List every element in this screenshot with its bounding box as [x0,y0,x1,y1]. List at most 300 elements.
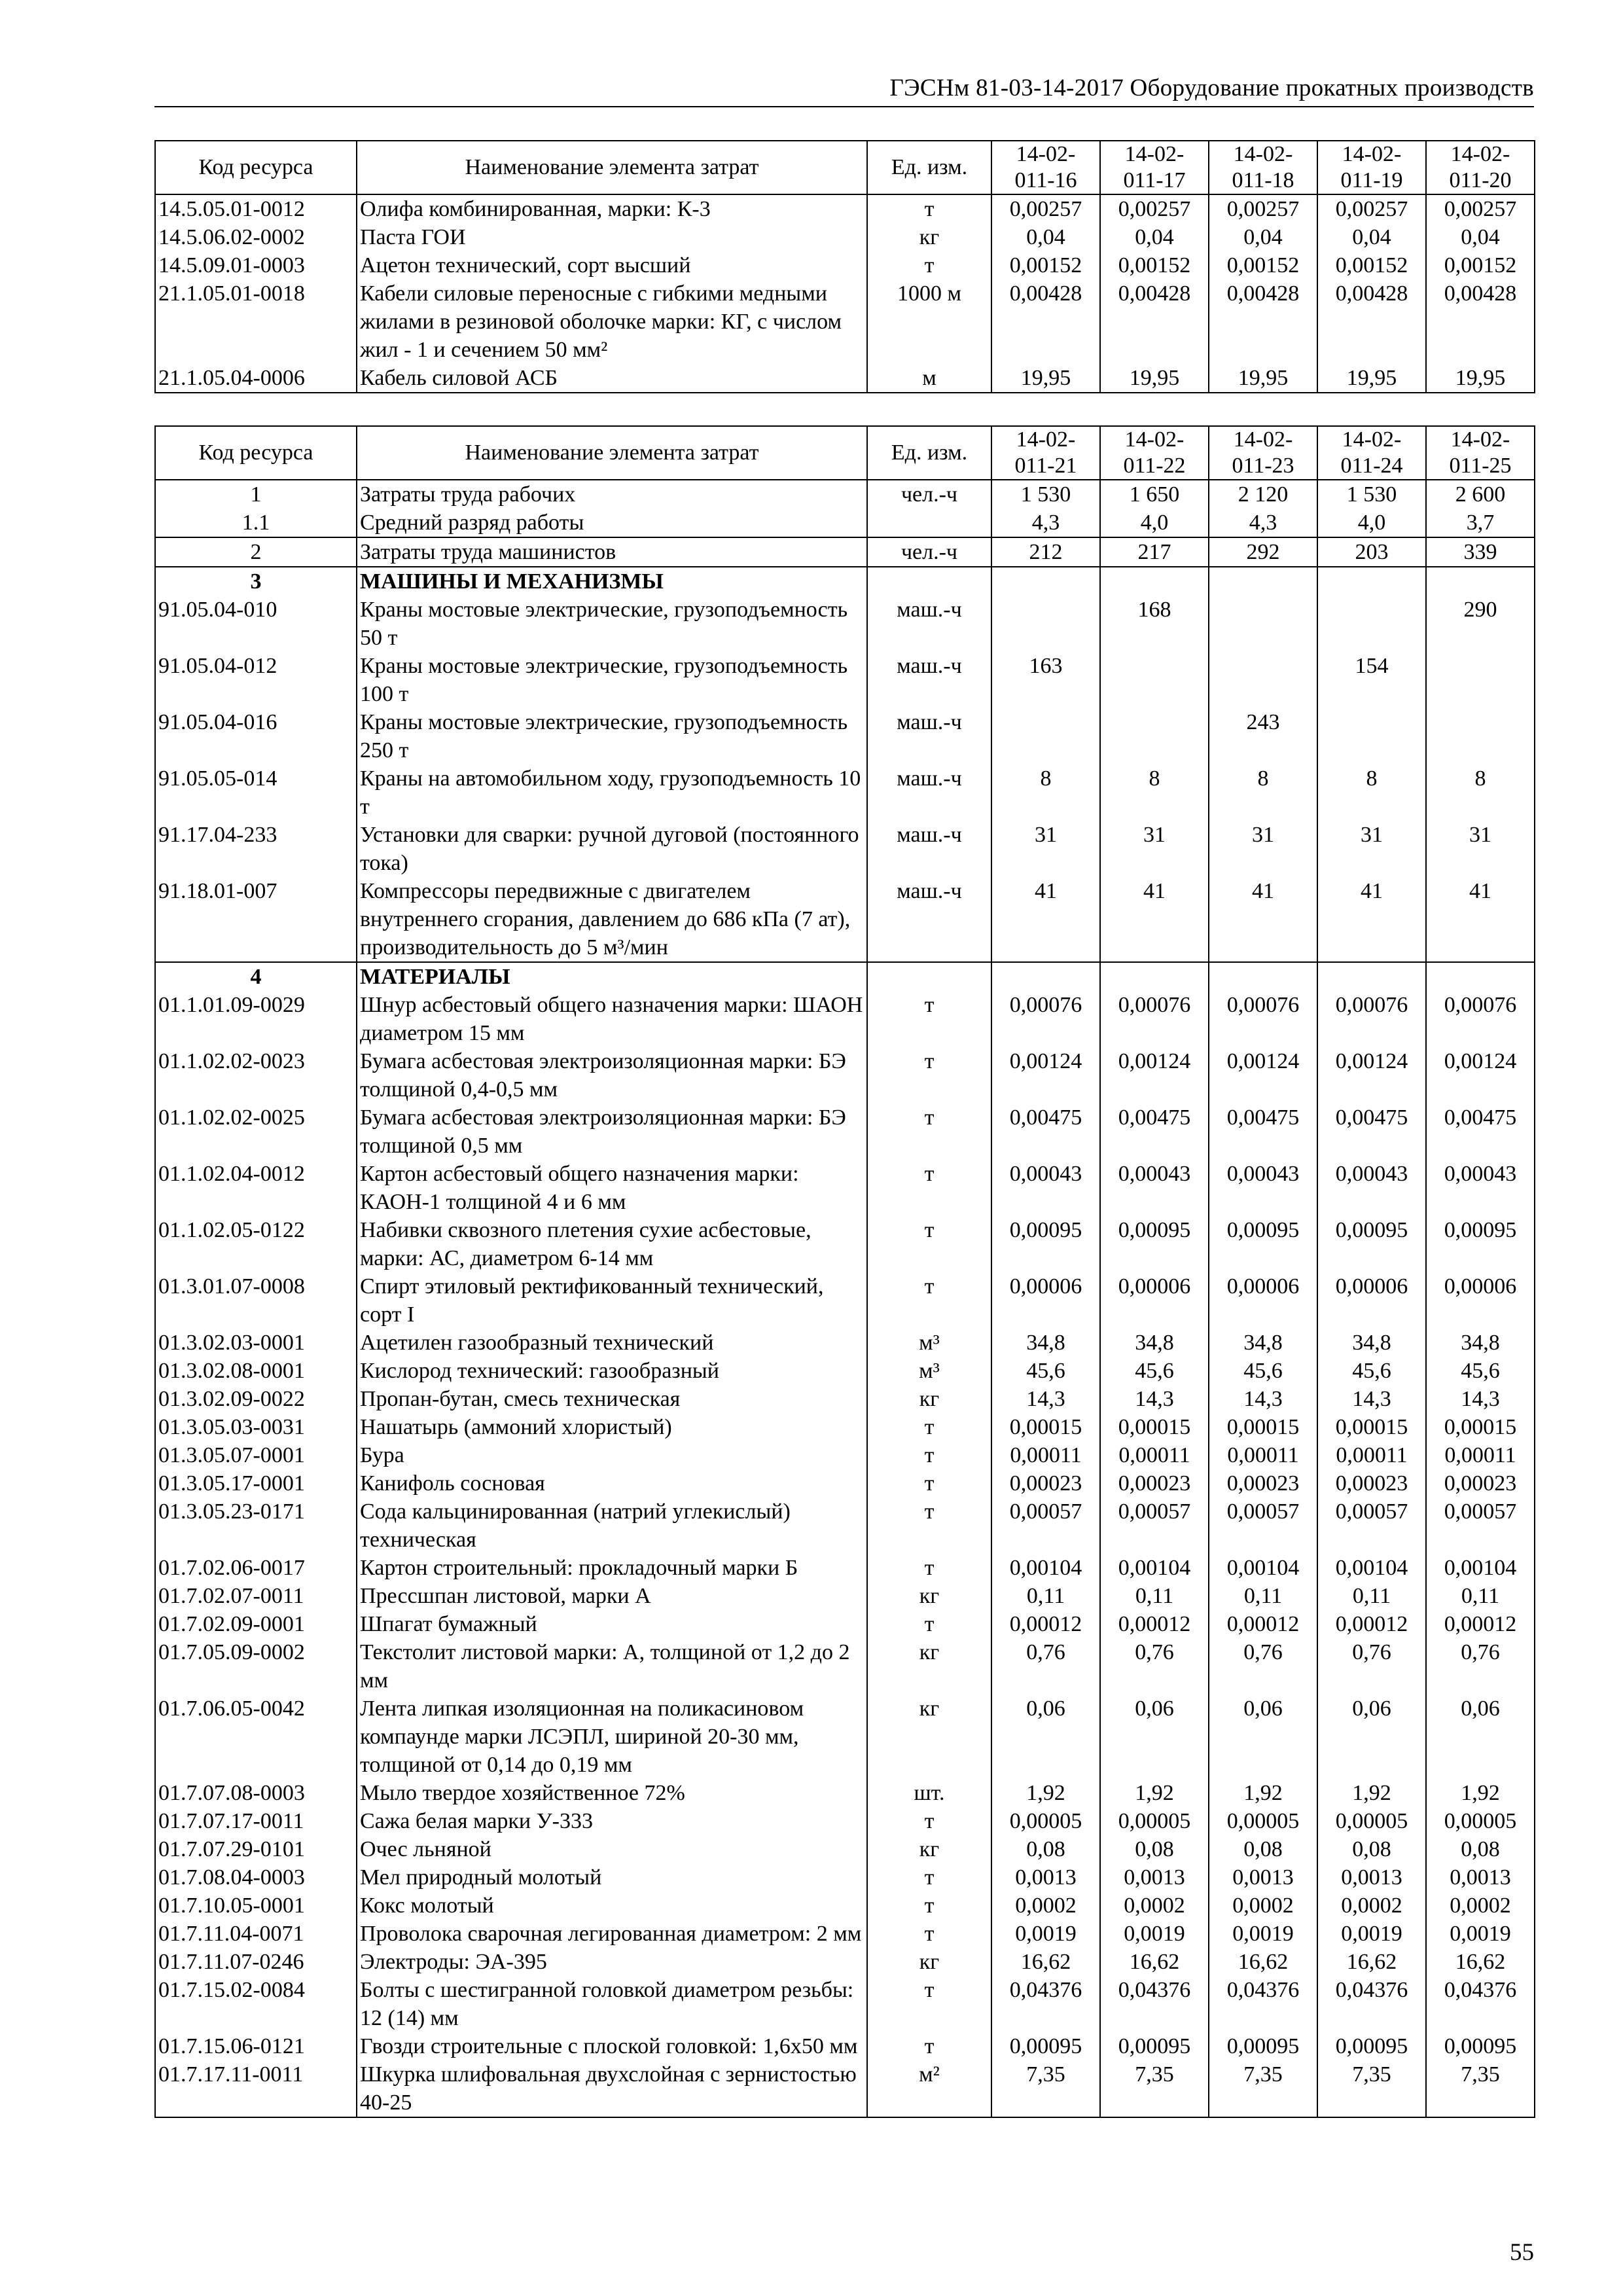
value-cell: 0,00095 [1100,2032,1209,2060]
value-cell [1100,567,1209,596]
value-cell: 0,00152 [1209,251,1317,279]
resource-name: Сода кальцинированная (натрий углекислый) техническая [357,1498,867,1554]
value-cell: 0,0002 [1100,1892,1209,1920]
table-row [155,708,1535,764]
unit-cell [867,567,991,596]
resource-name: Пропан-бутан, смесь техническая [357,1385,867,1413]
value-cell: 0,76 [1100,1638,1209,1695]
value-cell: 45,6 [1426,1357,1535,1385]
table-row [155,1582,1535,1610]
value-cell: 0,04 [1100,223,1209,251]
resource-name: Кабели силовые переносные с гибкими медными жилами в резиновой оболочке марки: КГ, с числом жил - 1 и сечением 50 мм² [357,279,867,364]
value-cell: 0,0019 [991,1920,1100,1948]
resource-code: 01.7.07.17-0011 [155,1807,357,1835]
value-cell: 0,04376 [1317,1976,1426,2032]
value-cell: 19,95 [991,364,1100,393]
page-header [154,73,1534,107]
unit-cell: м² [867,2060,991,2117]
unit-cell: т [867,1216,991,1272]
table-row [155,1920,1535,1948]
resource-code: 01.7.07.08-0003 [155,1779,357,1807]
table-row [155,1807,1535,1835]
value-cell: 7,35 [1100,2060,1209,2117]
resource-code: 91.05.04-010 [155,596,357,652]
resource-code: 01.1.02.05-0122 [155,1216,357,1272]
value-cell: 41 [1100,877,1209,962]
table-row [155,537,1535,567]
unit-cell: м [867,364,991,393]
value-cell: 45,6 [1209,1357,1317,1385]
unit-cell: маш.-ч [867,596,991,652]
unit-cell: кг [867,1582,991,1610]
resource-code: 91.05.04-016 [155,708,357,764]
unit-cell: т [867,194,991,223]
value-cell: 0,00023 [1317,1469,1426,1498]
resource-name: Канифоль сосновая [357,1469,867,1498]
value-cell: 0,00012 [1100,1610,1209,1638]
value-cell: 41 [991,877,1100,962]
unit-cell: чел.-ч [867,480,991,509]
value-cell: 0,00011 [1426,1441,1535,1469]
resource-code: 1.1 [155,509,357,537]
col-header-norm: 14-02- 011-19 [1317,141,1426,194]
value-cell: 0,00076 [1317,991,1426,1047]
value-cell: 0,00095 [1426,2032,1535,2060]
value-cell: 19,95 [1317,364,1426,393]
value-cell: 0,00257 [1317,194,1426,223]
value-cell: 14,3 [1317,1385,1426,1413]
value-cell: 0,00152 [1426,251,1535,279]
resource-name: Картон асбестовый общего назначения марки: КАОН-1 толщиной 4 и 6 мм [357,1160,867,1216]
value-cell: 8 [1426,764,1535,821]
value-cell: 0,0019 [1100,1920,1209,1948]
resource-code: 01.3.02.03-0001 [155,1329,357,1357]
value-cell: 0,0019 [1426,1920,1535,1948]
value-cell: 0,04376 [991,1976,1100,2032]
resource-name: Компрессоры передвижные с двигателем внутреннего сгорания, давлением до 686 кПа (7 ат), производительность до 5 м³/мин [357,877,867,962]
resource-name: Спирт этиловый ректификованный технический, сорт I [357,1272,867,1329]
value-cell [991,708,1100,764]
value-cell: 0,0002 [1209,1892,1317,1920]
value-cell: 0,00005 [1100,1807,1209,1835]
value-cell [1209,596,1317,652]
unit-cell: т [867,1892,991,1920]
table-row [155,480,1535,509]
value-cell: 0,00057 [1100,1498,1209,1554]
unit-cell: т [867,1103,991,1160]
value-cell: 41 [1209,877,1317,962]
value-cell: 0,00005 [1317,1807,1426,1835]
resource-name: Затраты труда рабочих [357,480,867,509]
value-cell [991,962,1100,991]
section-row [155,567,1535,596]
value-cell: 0,00152 [991,251,1100,279]
unit-cell: т [867,1807,991,1835]
value-cell: 0,76 [1426,1638,1535,1695]
value-cell: 0,00012 [1209,1610,1317,1638]
resource-name: Краны на автомобильном ходу, грузоподъемность 10 т [357,764,867,821]
resource-code: 91.05.04-012 [155,652,357,708]
unit-cell: кг [867,1695,991,1779]
value-cell: 0,00428 [991,279,1100,364]
unit-cell: кг [867,1385,991,1413]
table-row [155,1329,1535,1357]
value-cell: 0,00015 [1100,1413,1209,1441]
value-cell: 0,06 [1426,1695,1535,1779]
value-cell: 0,00012 [991,1610,1100,1638]
col-header-code: Код ресурса [155,426,357,480]
col-header-code: Код ресурса [155,141,357,194]
unit-cell: кг [867,1835,991,1863]
value-cell [991,596,1100,652]
unit-cell: т [867,1272,991,1329]
resource-code: 91.18.01-007 [155,877,357,962]
resource-code: 01.3.05.23-0171 [155,1498,357,1554]
value-cell: 0,00095 [1426,1216,1535,1272]
value-cell: 0,00124 [1209,1047,1317,1103]
table-row [155,764,1535,821]
value-cell: 16,62 [1209,1948,1317,1976]
resource-name: Шнур асбестовый общего назначения марки: ШАОН диаметром 15 мм [357,991,867,1047]
unit-cell: 1000 м [867,279,991,364]
resource-code: 01.1.02.02-0025 [155,1103,357,1160]
col-header-norm: 14-02- 011-23 [1209,426,1317,480]
value-cell: 0,08 [991,1835,1100,1863]
resource-name: Краны мостовые электрические, грузоподъемность 50 т [357,596,867,652]
value-cell: 0,00428 [1100,279,1209,364]
table-row [155,1413,1535,1441]
value-cell: 41 [1426,877,1535,962]
col-header-norm: 14-02- 011-24 [1317,426,1426,480]
resource-code: 91.05.05-014 [155,764,357,821]
value-cell: 212 [991,537,1100,567]
value-cell: 2 120 [1209,480,1317,509]
value-cell: 0,0002 [1317,1892,1426,1920]
value-cell: 0,00012 [1317,1610,1426,1638]
value-cell: 0,11 [991,1582,1100,1610]
value-cell: 7,35 [1209,2060,1317,2117]
value-cell: 1 530 [1317,480,1426,509]
unit-cell: кг [867,1638,991,1695]
resource-code: 01.3.02.08-0001 [155,1357,357,1385]
value-cell: 31 [1100,821,1209,877]
table-row [155,1469,1535,1498]
col-header-norm: 14-02- 011-17 [1100,141,1209,194]
value-cell: 203 [1317,537,1426,567]
unit-cell: т [867,1554,991,1582]
col-header-norm: 14-02- 011-22 [1100,426,1209,480]
value-cell: 34,8 [1317,1329,1426,1357]
resource-code: 01.1.02.04-0012 [155,1160,357,1216]
unit-cell: т [867,1976,991,2032]
unit-cell: маш.-ч [867,821,991,877]
value-cell: 0,00076 [1426,991,1535,1047]
value-cell: 0,00475 [1209,1103,1317,1160]
value-cell [1209,567,1317,596]
value-cell: 0,00428 [1317,279,1426,364]
value-cell: 16,62 [1426,1948,1535,1976]
value-cell: 8 [1209,764,1317,821]
table-row [155,1863,1535,1892]
value-cell: 0,00095 [991,1216,1100,1272]
table-row [155,194,1535,223]
col-header-name: Наименование элемента затрат [357,426,867,480]
value-cell: 292 [1209,537,1317,567]
resource-code: 4 [155,962,357,991]
table-row [155,877,1535,962]
resource-name: Ацетилен газообразный технический [357,1329,867,1357]
value-cell: 0,00076 [1100,991,1209,1047]
value-cell: 34,8 [991,1329,1100,1357]
unit-cell: маш.-ч [867,708,991,764]
value-cell: 19,95 [1100,364,1209,393]
resource-code: 3 [155,567,357,596]
resource-code: 01.7.11.07-0246 [155,1948,357,1976]
value-cell: 8 [1100,764,1209,821]
value-cell: 0,04 [1426,223,1535,251]
table-row [155,1892,1535,1920]
section-row [155,962,1535,991]
value-cell: 31 [991,821,1100,877]
resource-name: Очес льняной [357,1835,867,1863]
resource-name: Паста ГОИ [357,223,867,251]
col-header-norm: 14-02- 011-16 [991,141,1100,194]
resource-code: 01.7.07.29-0101 [155,1835,357,1863]
unit-cell: т [867,1920,991,1948]
value-cell: 0,00006 [1317,1272,1426,1329]
value-cell: 0,11 [1100,1582,1209,1610]
unit-cell: чел.-ч [867,537,991,567]
resource-name: Средний разряд работы [357,509,867,537]
value-cell: 0,00257 [1209,194,1317,223]
table-row [155,2032,1535,2060]
value-cell: 0,00257 [1426,194,1535,223]
table-row [155,1554,1535,1582]
value-cell: 0,00095 [1317,1216,1426,1272]
resource-code: 01.3.05.03-0031 [155,1413,357,1441]
value-cell: 0,00057 [1209,1498,1317,1554]
value-cell: 0,0013 [1426,1863,1535,1892]
resource-code: 01.7.08.04-0003 [155,1863,357,1892]
value-cell [1426,708,1535,764]
unit-cell: т [867,1441,991,1469]
unit-cell: т [867,2032,991,2060]
value-cell: 0,04 [1209,223,1317,251]
resource-name: Краны мостовые электрические, грузоподъемность 100 т [357,652,867,708]
table-row [155,1357,1535,1385]
value-cell [1426,962,1535,991]
table-row [155,251,1535,279]
table-row [155,509,1535,537]
value-cell: 0,00043 [1100,1160,1209,1216]
page-number: 55 [1510,2239,1534,2266]
unit-cell: т [867,1160,991,1216]
resource-code: 14.5.09.01-0003 [155,251,357,279]
value-cell [1100,708,1209,764]
table-row [155,1103,1535,1160]
table-row [155,991,1535,1047]
value-cell: 0,00076 [991,991,1100,1047]
unit-cell: т [867,1863,991,1892]
table-row [155,279,1535,364]
resource-code: 14.5.05.01-0012 [155,194,357,223]
table-row [155,1385,1535,1413]
table-row [155,223,1535,251]
col-header-name: Наименование элемента затрат [357,141,867,194]
resource-code: 2 [155,537,357,567]
unit-cell: кг [867,223,991,251]
value-cell: 0,00006 [991,1272,1100,1329]
value-cell: 14,3 [1209,1385,1317,1413]
resource-name: Шкурка шлифовальная двухслойная с зернистостью 40-25 [357,2060,867,2117]
value-cell: 4,3 [1209,509,1317,537]
resource-code: 01.3.05.07-0001 [155,1441,357,1469]
value-cell: 16,62 [991,1948,1100,1976]
resource-code: 21.1.05.04-0006 [155,364,357,393]
table-row [155,1160,1535,1216]
resource-name: Сажа белая марки У-333 [357,1807,867,1835]
value-cell: 14,3 [991,1385,1100,1413]
value-cell: 0,06 [1317,1695,1426,1779]
value-cell: 0,00015 [1209,1413,1317,1441]
resource-name: Нашатырь (аммоний хлористый) [357,1413,867,1441]
value-cell: 0,00005 [1426,1807,1535,1835]
unit-cell: маш.-ч [867,652,991,708]
table-row [155,1695,1535,1779]
value-cell: 0,08 [1100,1835,1209,1863]
value-cell: 0,00475 [991,1103,1100,1160]
resource-name: Кабель силовой АСБ [357,364,867,393]
unit-cell: т [867,991,991,1047]
value-cell: 45,6 [1100,1357,1209,1385]
unit-cell: т [867,1413,991,1441]
value-cell: 0,06 [1100,1695,1209,1779]
value-cell: 41 [1317,877,1426,962]
resource-name: Набивки сквозного плетения сухие асбестовые, марки: АС, диаметром 6-14 мм [357,1216,867,1272]
resource-name: Бумага асбестовая электроизоляционная марки: БЭ толщиной 0,5 мм [357,1103,867,1160]
value-cell: 0,00005 [1209,1807,1317,1835]
value-cell: 4,3 [991,509,1100,537]
resource-name: Бумага асбестовая электроизоляционная марки: БЭ толщиной 0,4-0,5 мм [357,1047,867,1103]
value-cell: 0,76 [1317,1638,1426,1695]
table-row [155,821,1535,877]
resource-name: Текстолит листовой марки: А, толщиной от 1,2 до 2 мм [357,1638,867,1695]
value-cell: 0,00095 [1209,2032,1317,2060]
resource-code: 01.1.02.02-0023 [155,1047,357,1103]
resource-code: 01.7.11.04-0071 [155,1920,357,1948]
value-cell: 0,00006 [1209,1272,1317,1329]
value-cell: 0,00095 [1209,1216,1317,1272]
value-cell: 0,04 [1317,223,1426,251]
table-row [155,1272,1535,1329]
col-header-norm: 14-02- 011-25 [1426,426,1535,480]
value-cell: 0,00475 [1317,1103,1426,1160]
value-cell: 34,8 [1426,1329,1535,1357]
unit-cell [867,509,991,537]
resource-code: 01.7.02.06-0017 [155,1554,357,1582]
table-row [155,1047,1535,1103]
value-cell [1426,652,1535,708]
unit-cell: кг [867,1948,991,1976]
table-row [155,1835,1535,1863]
table-header-row [155,426,1535,480]
value-cell: 0,0013 [1100,1863,1209,1892]
table-row [155,1441,1535,1469]
value-cell: 0,00475 [1426,1103,1535,1160]
value-cell: 0,11 [1426,1582,1535,1610]
value-cell: 0,00043 [1209,1160,1317,1216]
value-cell: 0,00152 [1317,251,1426,279]
value-cell: 0,00428 [1209,279,1317,364]
value-cell: 0,0013 [991,1863,1100,1892]
value-cell: 0,00043 [991,1160,1100,1216]
value-cell: 0,00011 [1317,1441,1426,1469]
col-header-unit: Ед. изм. [867,426,991,480]
resource-code: 01.7.15.06-0121 [155,2032,357,2060]
resource-code: 01.3.05.17-0001 [155,1469,357,1498]
col-header-norm: 14-02- 011-18 [1209,141,1317,194]
resource-code: 01.7.05.09-0002 [155,1638,357,1695]
value-cell: 1,92 [1317,1779,1426,1807]
value-cell: 0,00015 [991,1413,1100,1441]
table-row [155,1216,1535,1272]
value-cell: 0,00104 [1100,1554,1209,1582]
table-row [155,2060,1535,2117]
resource-name: Олифа комбинированная, марки: К-3 [357,194,867,223]
value-cell: 0,00104 [991,1554,1100,1582]
value-cell: 0,0019 [1209,1920,1317,1948]
value-cell: 0,00006 [1100,1272,1209,1329]
value-cell: 0,00257 [1100,194,1209,223]
resource-name: Картон строительный: прокладочный марки Б [357,1554,867,1582]
value-cell: 0,00104 [1317,1554,1426,1582]
value-cell: 0,04376 [1100,1976,1209,2032]
value-cell [1209,962,1317,991]
resource-table-2 [154,425,1535,2118]
value-cell: 0,00428 [1426,279,1535,364]
value-cell: 0,00057 [991,1498,1100,1554]
value-cell: 154 [1317,652,1426,708]
value-cell: 7,35 [1426,2060,1535,2117]
value-cell: 8 [1317,764,1426,821]
value-cell: 8 [991,764,1100,821]
unit-cell: т [867,1469,991,1498]
value-cell: 0,11 [1317,1582,1426,1610]
value-cell: 0,00257 [991,194,1100,223]
resource-code: 01.7.10.05-0001 [155,1892,357,1920]
value-cell: 168 [1100,596,1209,652]
value-cell: 1,92 [991,1779,1100,1807]
value-cell: 0,00015 [1426,1413,1535,1441]
value-cell: 0,06 [991,1695,1100,1779]
resource-name: МАШИНЫ И МЕХАНИЗМЫ [357,567,867,596]
value-cell: 0,0013 [1209,1863,1317,1892]
value-cell: 0,00023 [1209,1469,1317,1498]
unit-cell: т [867,1498,991,1554]
resource-name: Бура [357,1441,867,1469]
value-cell: 0,08 [1426,1835,1535,1863]
value-cell: 0,06 [1209,1695,1317,1779]
value-cell: 1 530 [991,480,1100,509]
resource-name: Кислород технический: газообразный [357,1357,867,1385]
value-cell: 243 [1209,708,1317,764]
resource-name: Краны мостовые электрические, грузоподъемность 250 т [357,708,867,764]
value-cell: 0,00057 [1426,1498,1535,1554]
table-row [155,1498,1535,1554]
value-cell: 0,00475 [1100,1103,1209,1160]
value-cell: 0,00012 [1426,1610,1535,1638]
unit-cell: м³ [867,1329,991,1357]
